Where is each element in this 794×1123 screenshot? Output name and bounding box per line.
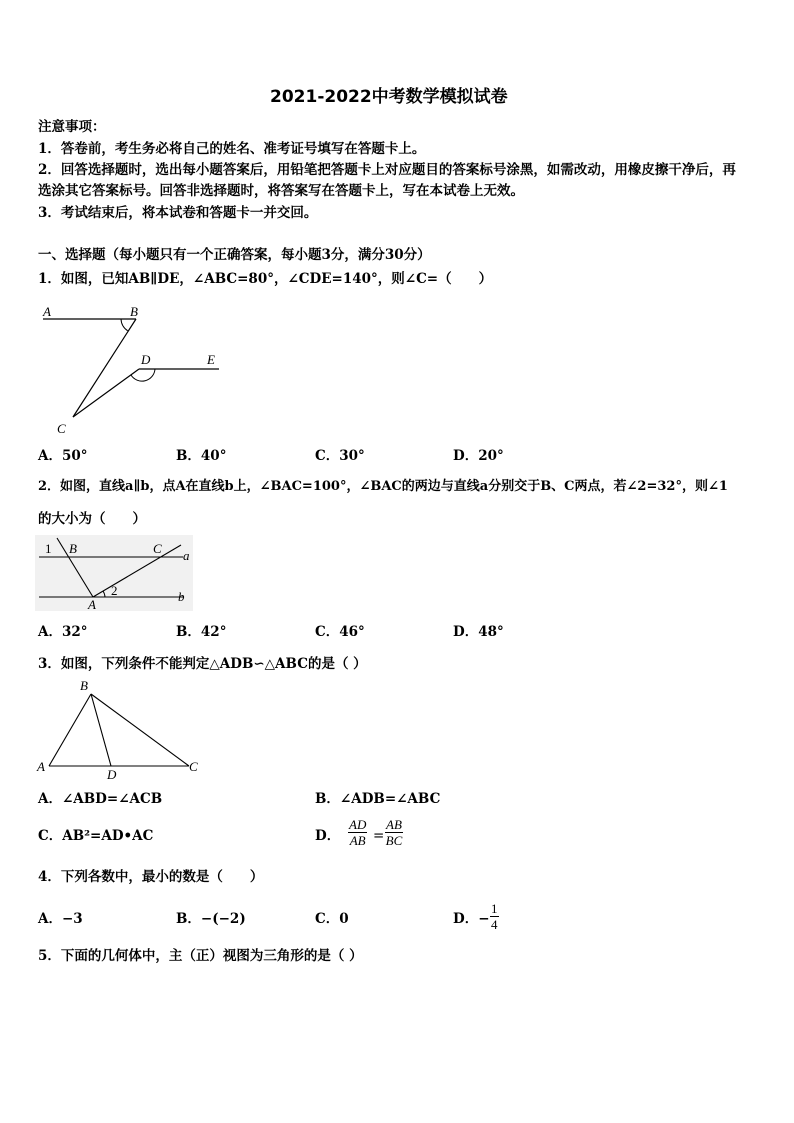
- q3-option-c: C．AB²=AD•AC: [38, 828, 154, 844]
- q3-figure: [35, 677, 205, 787]
- q3-fraction-1-denominator: AB: [349, 833, 366, 848]
- section-heading: 一、选择题（每小题只有一个正确答案，每小题3分，满分30分）: [38, 247, 431, 263]
- notice-heading: 注意事项：: [38, 119, 106, 135]
- q3-label-c: C: [189, 759, 198, 774]
- q3-option-d: D．: [315, 828, 341, 844]
- q2-option-c: C．46°: [315, 624, 365, 640]
- q1-figure: [35, 300, 235, 440]
- notice-item-2: 2．回答选择题时，选出每小题答案后，用铅笔把答题卡上对应题目的答案标号涂黑，如需改动，用橡皮擦干净后，再: [38, 162, 736, 178]
- q2-stem-line2: 的大小为（ ）: [38, 511, 146, 527]
- q3-option-d-fraction-1: [348, 817, 367, 848]
- q2-label-1: 1: [45, 541, 52, 556]
- q4-option-d: D．−: [453, 911, 490, 927]
- q2-label-a-point: A: [88, 597, 96, 612]
- q2-option-d: D．48°: [453, 624, 504, 640]
- q4-stem: 4．下列各数中，最小的数是（ ）: [38, 869, 264, 885]
- q1-label-a: A: [43, 304, 51, 319]
- q3-option-b: B．∠ADB=∠ABC: [315, 791, 441, 807]
- q1-label-c: C: [57, 421, 66, 436]
- q3-fraction-equals: =: [373, 828, 385, 844]
- q1-label-d: D: [141, 352, 151, 367]
- q5-stem: 5．下面的几何体中，主（正）视图为三角形的是（ ）: [38, 948, 363, 964]
- q4-option-c: C．0: [315, 911, 349, 927]
- q1-label-b: B: [130, 304, 138, 319]
- q2-label-a-line: a: [183, 548, 190, 563]
- q4-option-a: A．−3: [38, 911, 83, 927]
- q1-option-a: A．50°: [38, 448, 88, 464]
- q1-line-bc: [73, 319, 136, 417]
- q2-label-b-line: b: [178, 589, 185, 604]
- q3-fraction-2-denominator: BC: [385, 833, 403, 848]
- q3-fraction-2-numerator: AB: [386, 817, 402, 832]
- q1-line-cd: [73, 369, 139, 417]
- notice-item-3: 3．考试结束后，将本试卷和答题卡一并交回。: [38, 205, 318, 221]
- q3-label-a: A: [37, 759, 45, 774]
- q2-stem-line1: 2．如图，直线a∥b，点A在直线b上，∠BAC=100°，∠BAC的两边与直线a分别交于B、C两点，若∠2=32°，则∠1: [38, 479, 728, 494]
- q2-label-b: B: [69, 541, 77, 556]
- q2-figure-bg: [35, 535, 193, 611]
- q2-option-a: A．32°: [38, 624, 88, 640]
- q3-stem: 3．如图，下列条件不能判定△ADB∽△ABC的是（ ）: [38, 656, 367, 672]
- q4-option-d-fraction: [490, 901, 499, 932]
- q4-fraction-numerator: 1: [491, 901, 498, 916]
- q3-side-ab: [49, 694, 91, 766]
- q3-segment-bd: [91, 694, 111, 766]
- q3-option-a: A．∠ABD=∠ACB: [38, 791, 163, 807]
- q3-fraction-1-numerator: AD: [349, 817, 367, 832]
- notice-item-2-cont: 选涂其它答案标号。回答非选择题时，将答案写在答题卡上，写在本试卷上无效。: [38, 183, 524, 199]
- q1-angle-d-arc: [131, 369, 155, 381]
- q2-label-2: 2: [111, 583, 118, 598]
- notice-item-1: 1．答卷前，考生务必将自己的姓名、准考证号填写在答题卡上。: [38, 141, 426, 157]
- q1-option-b: B．40°: [176, 448, 227, 464]
- q2-label-c: C: [153, 541, 162, 556]
- q3-label-d: D: [107, 767, 117, 782]
- page-title: 2021-2022中考数学模拟试卷: [270, 87, 508, 107]
- q1-angle-b-arc: [121, 319, 128, 331]
- q2-figure: [35, 535, 195, 615]
- q1-stem: 1．如图，已知AB∥DE，∠ABC=80°，∠CDE=140°，则∠C=（ ）: [38, 271, 493, 287]
- q4-fraction-denominator: 4: [491, 917, 498, 932]
- q3-label-b: B: [80, 678, 88, 693]
- q3-option-d-fraction-2: [385, 817, 403, 848]
- q1-option-d: D．20°: [453, 448, 504, 464]
- q3-side-bc: [91, 694, 189, 766]
- q1-label-e: E: [207, 352, 215, 367]
- q1-option-c: C．30°: [315, 448, 365, 464]
- q2-option-b: B．42°: [176, 624, 227, 640]
- q4-option-b: B．−(−2): [176, 911, 246, 927]
